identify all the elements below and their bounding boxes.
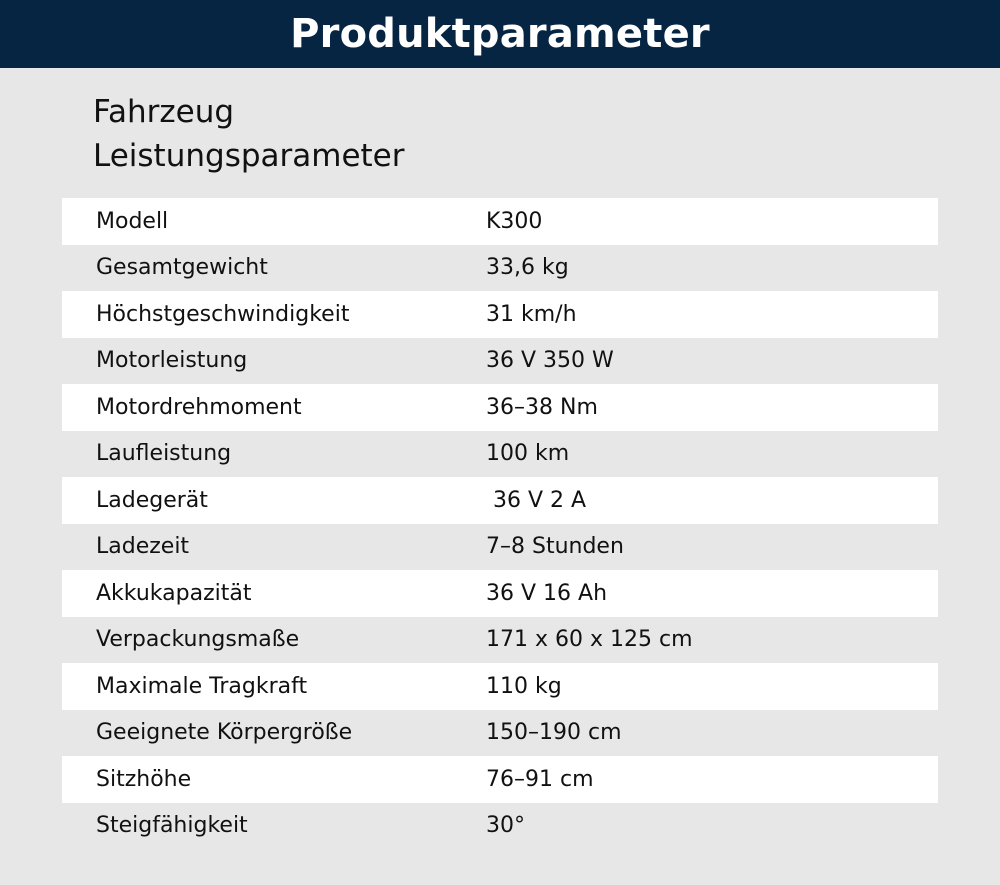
spec-row [62, 710, 938, 757]
spec-value: 100 km [486, 441, 570, 467]
spec-value: 150–190 cm [486, 720, 622, 746]
spec-value: 36 V 2 A [486, 487, 587, 513]
spec-label: Gesamtgewicht [96, 255, 268, 281]
spec-value: 36–38 Nm [486, 394, 598, 420]
spec-value: 33,6 kg [486, 255, 569, 281]
spec-label: Motorleistung [96, 348, 248, 374]
spec-value: 30° [486, 813, 525, 839]
spec-row [62, 570, 938, 617]
spec-value: 31 km/h [486, 301, 577, 327]
spec-row [62, 291, 938, 338]
spec-label: Höchstgeschwindigkeit [96, 301, 350, 327]
spec-row [62, 384, 938, 431]
section-title-line2: Leistungsparameter [93, 138, 405, 174]
spec-row [62, 477, 938, 524]
section-title [93, 90, 405, 178]
spec-value: 36 V 350 W [486, 348, 614, 374]
spec-row [62, 245, 938, 292]
spec-value: 76–91 cm [486, 766, 594, 792]
spec-row [62, 617, 938, 664]
page-title: Produktparameter [290, 11, 710, 57]
spec-label: Ladegerät [96, 487, 208, 513]
spec-label: Steigfähigkeit [96, 813, 248, 839]
spec-value: 171 x 60 x 125 cm [486, 627, 693, 653]
spec-row [62, 803, 938, 850]
spec-row [62, 431, 938, 478]
spec-row [62, 756, 938, 803]
spec-label: Ladezeit [96, 534, 190, 560]
spec-value: 110 kg [486, 673, 562, 699]
spec-label: Laufleistung [96, 441, 232, 467]
spec-table [62, 198, 938, 849]
spec-value: K300 [486, 208, 543, 234]
spec-row [62, 663, 938, 710]
section-title-line1: Fahrzeug [93, 94, 235, 130]
spec-label: Motordrehmoment [96, 394, 302, 420]
spec-label: Akkukapazität [96, 580, 252, 606]
spec-label: Geeignete Körpergröße [96, 720, 353, 746]
spec-value: 36 V 16 Ah [486, 580, 608, 606]
spec-label: Verpackungsmaße [96, 627, 300, 653]
header-banner [0, 0, 1000, 68]
spec-row [62, 524, 938, 571]
spec-label: Maximale Tragkraft [96, 673, 308, 699]
spec-label: Sitzhöhe [96, 766, 192, 792]
spec-row [62, 338, 938, 385]
spec-label: Modell [96, 208, 169, 234]
spec-row [62, 198, 938, 245]
spec-value: 7–8 Stunden [486, 534, 624, 560]
